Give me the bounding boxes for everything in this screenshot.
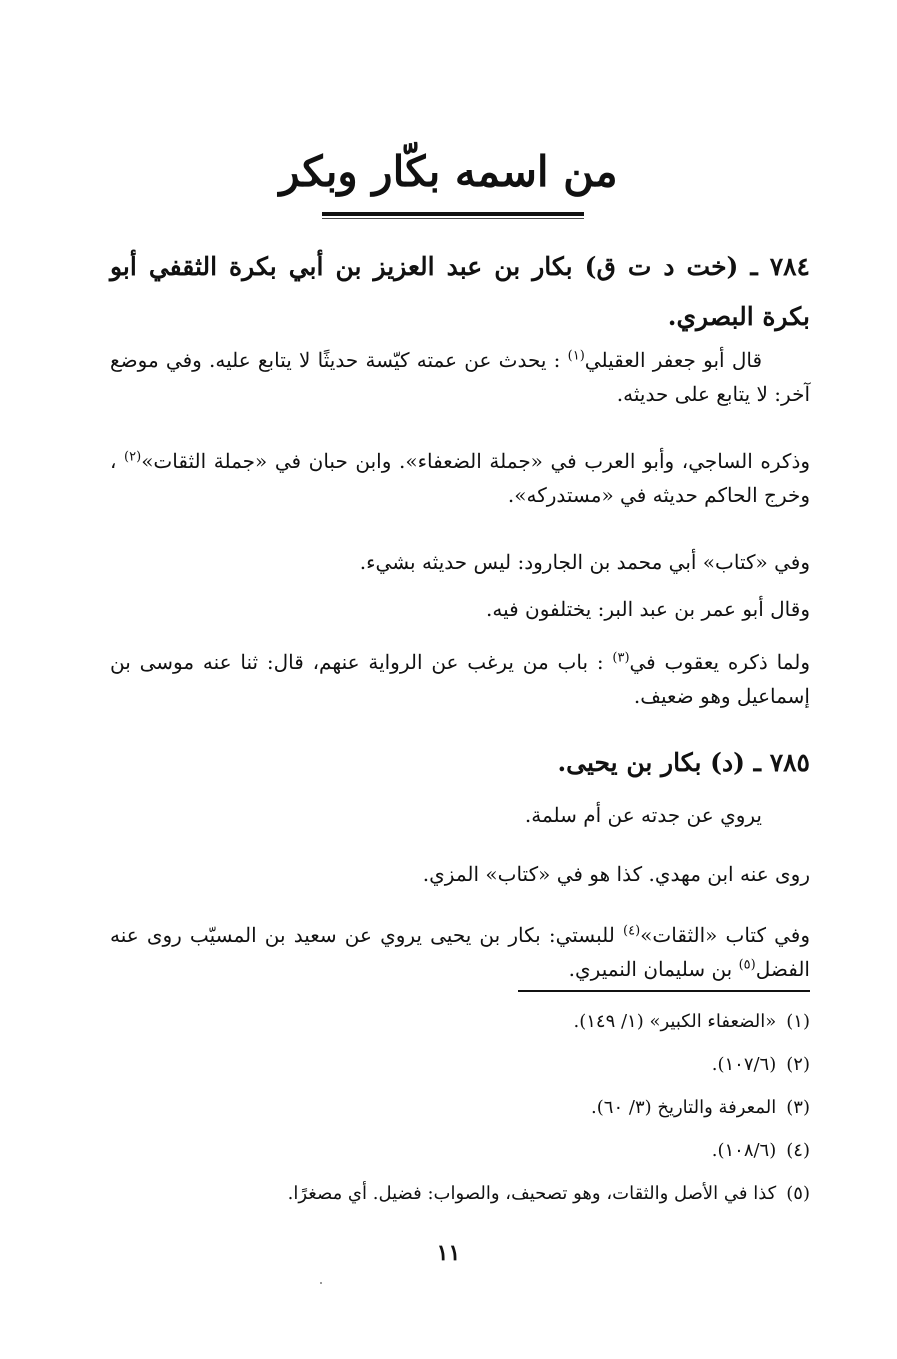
para-text: وفي «كتاب» أبي محمد بن الجارود: ليس حديثه بشيء.: [359, 550, 810, 574]
entry-785: [110, 738, 810, 788]
entry-heading: ٧٨٤ ـ (خت د ت ق) بكار بن عبد العزيز بن أبي بكرة الثقفي أبو بكرة البصري.: [110, 252, 810, 331]
scan-speck: [320, 1282, 322, 1284]
footnote-number: (٤): [786, 1140, 810, 1161]
chapter-title: من اسمه بكّار وبكر: [279, 147, 618, 196]
para-text: للبستي: بكار بن يحيى يروي عن سعيد بن المسيّب روى عنه الفضل: [110, 923, 810, 981]
footnote-text: (١٠٨/٦).: [711, 1140, 777, 1161]
footnote-number: (١): [786, 1011, 810, 1032]
footnote-ref[interactable]: (٤): [623, 923, 641, 939]
footnote-number: (٢): [786, 1054, 810, 1075]
para-text: وذكره الساجي، وأبو العرب في «جملة الضعفاء». وابن حبان في «جملة الثقات»: [141, 449, 811, 473]
para-text: قال أبو جعفر العقيلي: [584, 348, 762, 372]
entry-785-para-1: [110, 798, 810, 832]
title-underline-thin: [322, 218, 584, 219]
footnote-ref[interactable]: (٣): [612, 650, 630, 666]
para-text: ولما ذكره يعقوب في: [629, 650, 810, 674]
footnotes: [110, 1000, 810, 1215]
entry-784-para-3: [110, 545, 810, 579]
title-underline: [322, 212, 584, 216]
para-text: : باب من يرغب عن الرواية عنهم، قال: ثنا عنه موسى بن إسماعيل وهو ضعيف.: [110, 650, 810, 708]
entry-784: [110, 242, 810, 342]
footnote-text: كذا في الأصل والثقات، وهو تصحيف، والصواب: فضيل. أي مصغرًا.: [287, 1183, 777, 1204]
footnote-separator: [518, 990, 810, 992]
entry-heading: ٧٨٥ ـ (د) بكار بن يحيى.: [557, 748, 810, 777]
footnote-number: (٣): [786, 1097, 810, 1118]
page-number: ١١: [436, 1240, 461, 1266]
footnote-number: (٥): [786, 1183, 810, 1204]
entry-785-para-2: [110, 857, 810, 891]
entry-784-para-4: [110, 592, 810, 626]
footnote: [110, 1086, 810, 1129]
para-text: يروي عن جدته عن أم سلمة.: [524, 803, 762, 827]
para-text: وفي كتاب «الثقات»: [640, 923, 811, 947]
footnote: [110, 1000, 810, 1043]
footnote-ref[interactable]: (٢): [124, 449, 142, 465]
footnote-text: (١٠٧/٦).: [711, 1054, 777, 1075]
footnote: [110, 1043, 810, 1086]
entry-784-para-2: [110, 444, 810, 512]
footnote: [110, 1172, 810, 1215]
footnote-text: المعرفة والتاريخ (٣/ ٦٠).: [591, 1097, 777, 1118]
entry-785-para-3: [110, 918, 810, 986]
para-text: : يحدث عن عمته كيّسة حديثًا لا يتابع عليه. وفي موضع آخر: لا يتابع على حديثه.: [110, 348, 810, 406]
para-text: روى عنه ابن مهدي. كذا هو في «كتاب» المزي.: [422, 862, 810, 886]
footnote-ref[interactable]: (٥): [738, 957, 756, 973]
entry-784-para-5: [110, 645, 810, 713]
footnote: [110, 1129, 810, 1172]
entry-784-para-1: [110, 343, 810, 411]
footnote-ref[interactable]: (١): [567, 348, 585, 364]
para-text: ، وخرج الحاكم حديثه في «مستدركه».: [110, 449, 810, 507]
para-text: بن سليمان النميري.: [568, 957, 739, 981]
footnote-text: «الضعفاء الكبير» (١/ ١٤٩).: [573, 1011, 777, 1032]
para-text: وقال أبو عمر بن عبد البر: يختلفون فيه.: [486, 597, 810, 621]
